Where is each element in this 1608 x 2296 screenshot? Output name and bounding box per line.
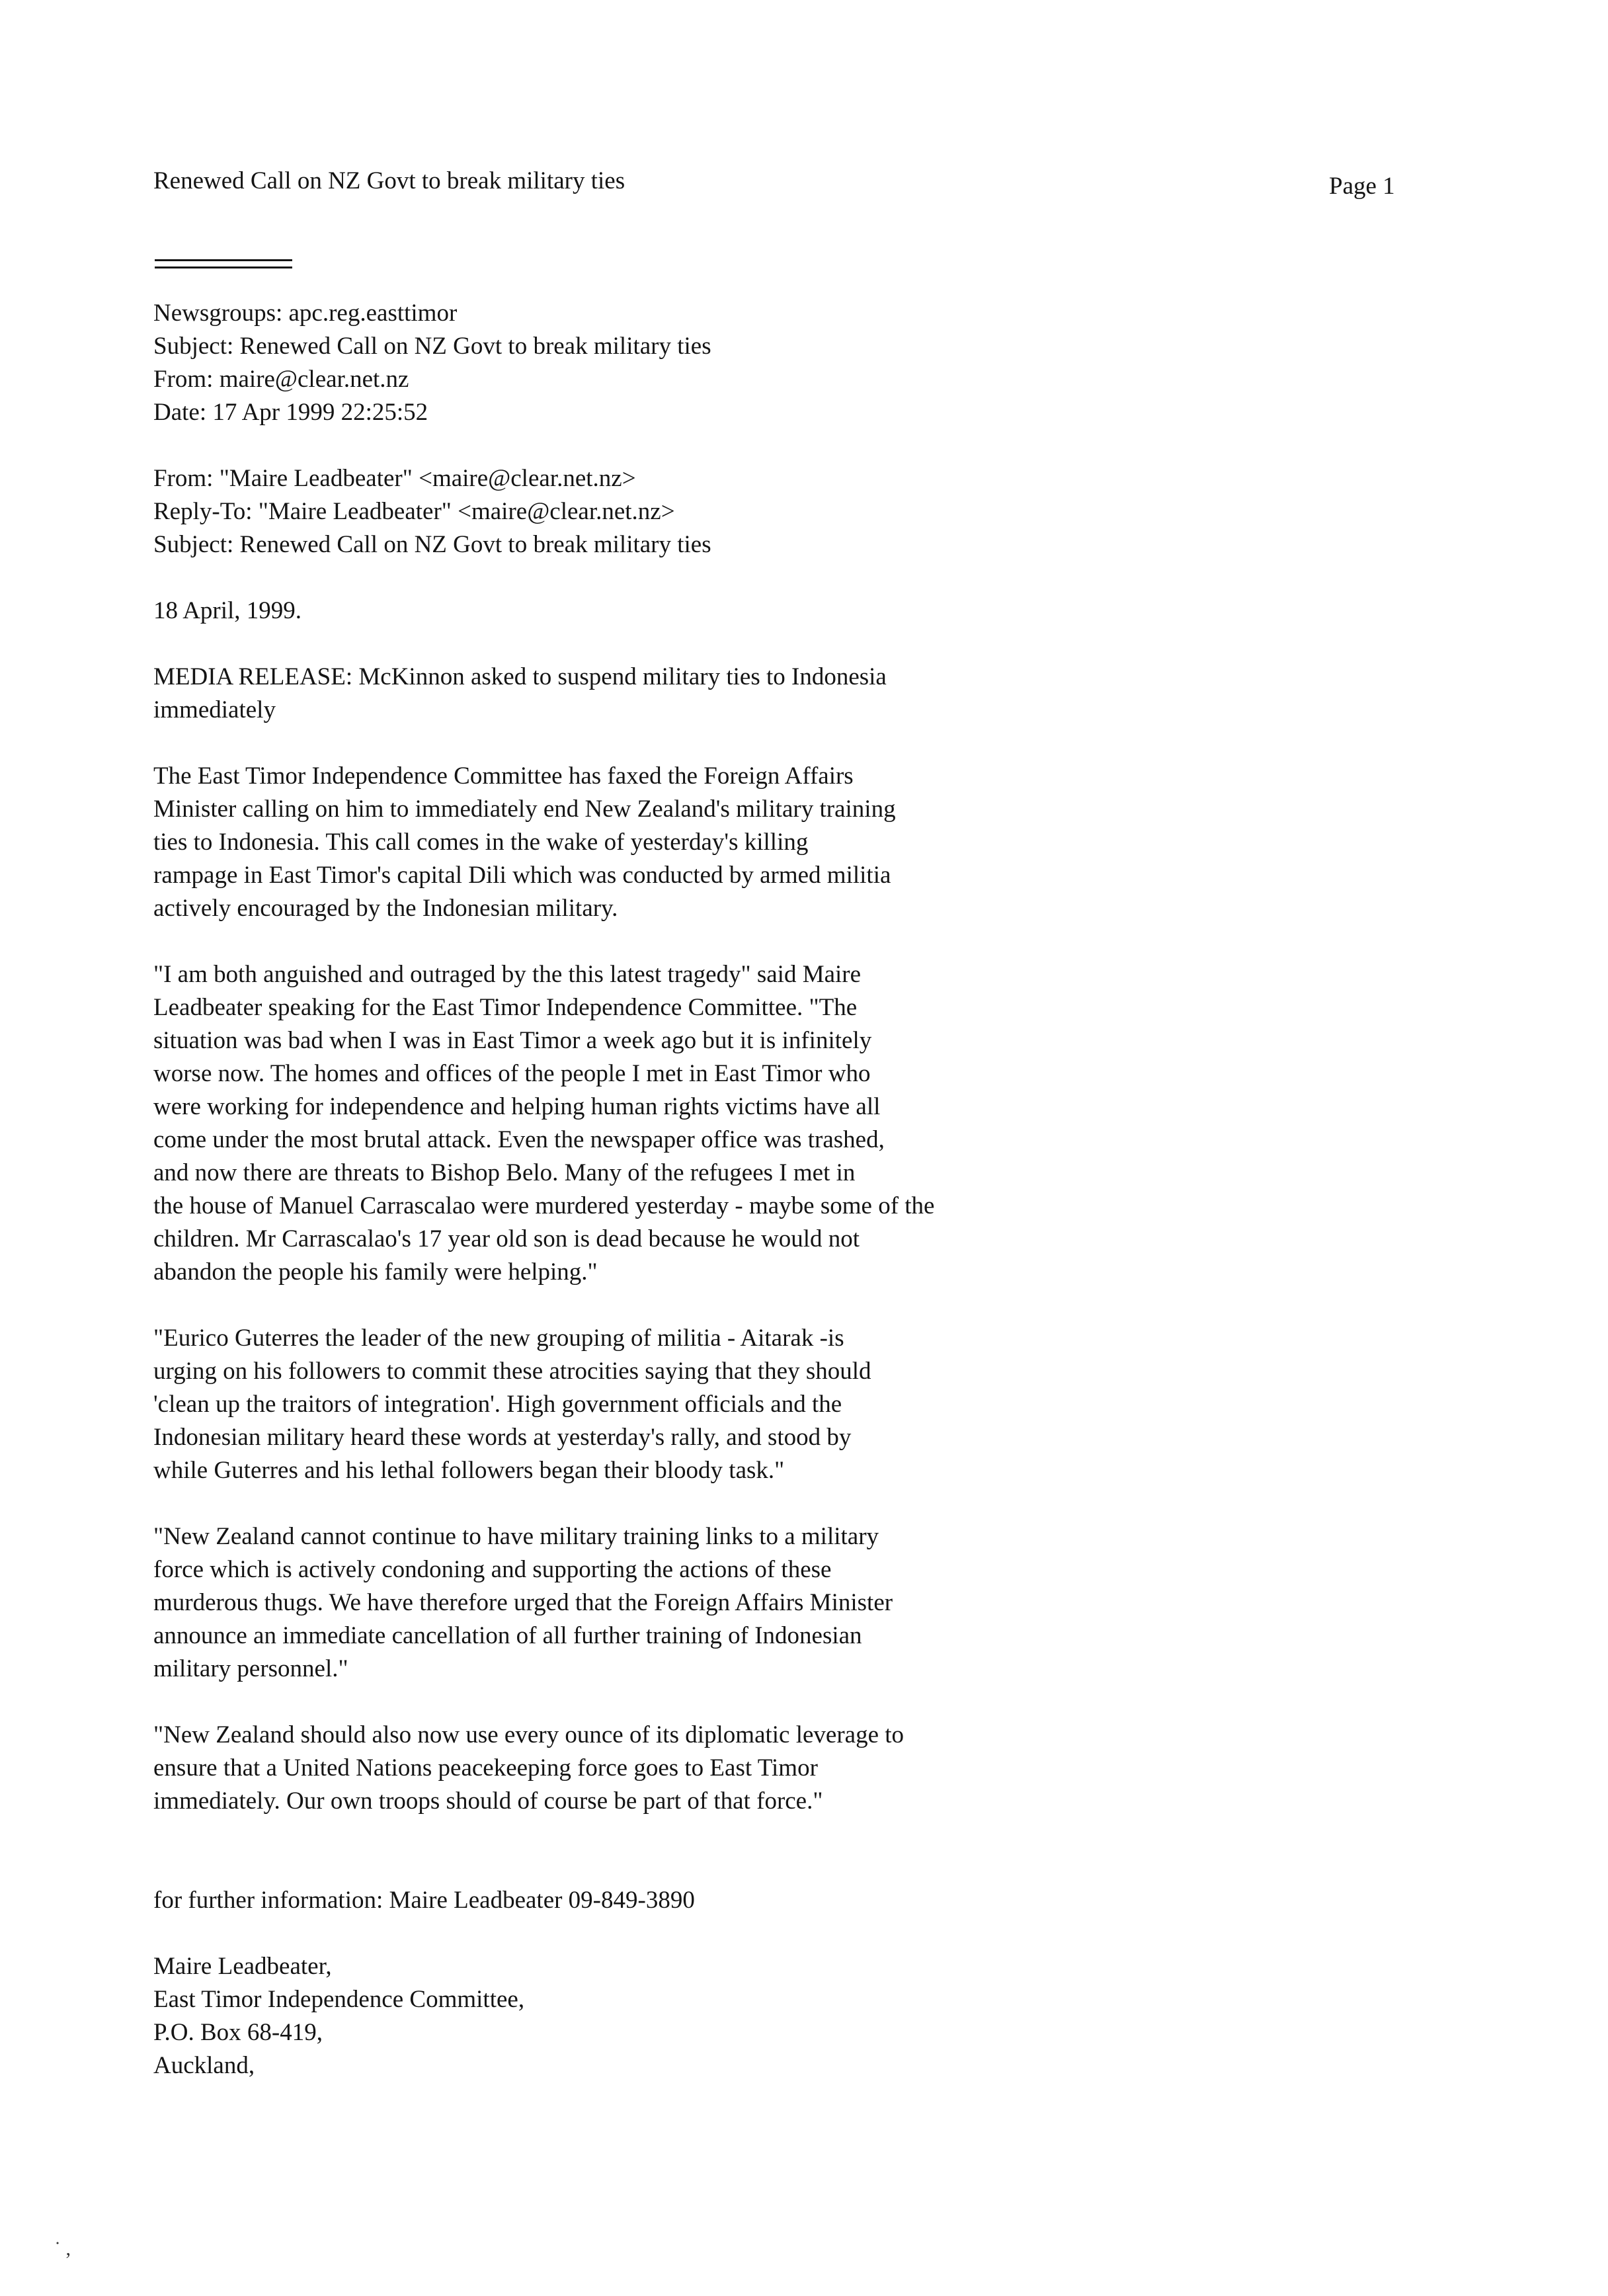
- paragraph-line: worse now. The homes and offices of the people I met in East Timor who: [153, 1060, 871, 1087]
- subject-line: Subject: Renewed Call on NZ Govt to break military ties: [153, 333, 711, 360]
- paragraph-line: announce an immediate cancellation of all further training of Indonesian: [153, 1622, 862, 1649]
- paragraph-line: "Eurico Guterres the leader of the new grouping of militia - Aitarak -is: [153, 1325, 844, 1352]
- paragraph-line: ensure that a United Nations peacekeeping force goes to East Timor: [153, 1754, 818, 1782]
- paragraph-line: and now there are threats to Bishop Belo. Many of the refugees I met in: [153, 1159, 856, 1186]
- paragraph-line: situation was bad when I was in East Timor a week ago but it is infinitely: [153, 1027, 872, 1054]
- paragraph-line: rampage in East Timor's capital Dili which was conducted by armed militia: [153, 862, 891, 889]
- from-line: From: maire@clear.net.nz: [153, 366, 409, 393]
- signature-line: P.O. Box 68-419,: [153, 2019, 323, 2046]
- signature-line: East Timor Independence Committee,: [153, 1986, 525, 2013]
- running-title: Renewed Call on NZ Govt to break military ties: [153, 167, 625, 194]
- paragraph-line: "I am both anguished and outraged by the this latest tragedy" said Maire: [153, 961, 862, 988]
- paragraph-line: The East Timor Independence Committee has faxed the Foreign Affairs: [153, 762, 854, 790]
- date-line: Date: 17 Apr 1999 22:25:52: [153, 399, 428, 426]
- signature-line: Auckland,: [153, 2052, 255, 2079]
- paragraph-line: 'clean up the traitors of integration'. High government officials and the: [153, 1391, 842, 1418]
- signature-line: Maire Leadbeater,: [153, 1953, 332, 1980]
- reply-to-line: Reply-To: "Maire Leadbeater" <maire@clear.net.nz>: [153, 498, 675, 525]
- paragraph-line: "New Zealand cannot continue to have military training links to a military: [153, 1523, 879, 1550]
- paragraph-line: urging on his followers to commit these atrocities saying that they should: [153, 1358, 871, 1385]
- paragraph-line: Leadbeater speaking for the East Timor Independence Committee. "The: [153, 994, 858, 1021]
- paragraph-line: the house of Manuel Carrascalao were murdered yesterday - maybe some of the: [153, 1192, 935, 1219]
- separator-rule: [155, 259, 292, 279]
- newsgroups-line: Newsgroups: apc.reg.easttimor: [153, 300, 458, 327]
- paragraph-line: while Guterres and his lethal followers began their bloody task.": [153, 1457, 785, 1484]
- paragraph-line: military personnel.": [153, 1655, 348, 1682]
- paragraph-line: Indonesian military heard these words at yesterday's rally, and stood by: [153, 1424, 852, 1451]
- paragraph-line: immediately. Our own troops should of course be part of that force.": [153, 1787, 823, 1815]
- mail-subject-line: Subject: Renewed Call on NZ Govt to break military ties: [153, 531, 711, 558]
- page-number: Page 1: [1329, 173, 1395, 200]
- paragraph-line: "New Zealand should also now use every ounce of its diplomatic leverage to: [153, 1721, 904, 1748]
- paragraph-line: Minister calling on him to immediately end New Zealand's military training: [153, 796, 896, 823]
- paragraph-line: force which is actively condoning and supporting the actions of these: [153, 1556, 832, 1583]
- scan-artifact: ˙ ,: [54, 2238, 71, 2260]
- mail-from-line: From: "Maire Leadbeater" <maire@clear.net.nz>: [153, 465, 636, 492]
- headline-line: MEDIA RELEASE: McKinnon asked to suspend military ties to Indonesia: [153, 663, 887, 690]
- paragraph-line: actively encouraged by the Indonesian military.: [153, 895, 618, 922]
- paragraph-line: were working for independence and helping human rights victims have all: [153, 1093, 881, 1120]
- paragraph-line: ties to Indonesia. This call comes in the wake of yesterday's killing: [153, 829, 809, 856]
- paragraph-line: come under the most brutal attack. Even the newspaper office was trashed,: [153, 1126, 885, 1153]
- paragraph-line: children. Mr Carrascalao's 17 year old son is dead because he would not: [153, 1225, 860, 1252]
- paragraph-line: murderous thugs. We have therefore urged that the Foreign Affairs Minister: [153, 1589, 893, 1616]
- release-date: 18 April, 1999.: [153, 597, 302, 624]
- headline-line: immediately: [153, 696, 276, 723]
- further-information: for further information: Maire Leadbeater 09-849-3890: [153, 1887, 695, 1914]
- paragraph-line: abandon the people his family were helping.": [153, 1258, 598, 1286]
